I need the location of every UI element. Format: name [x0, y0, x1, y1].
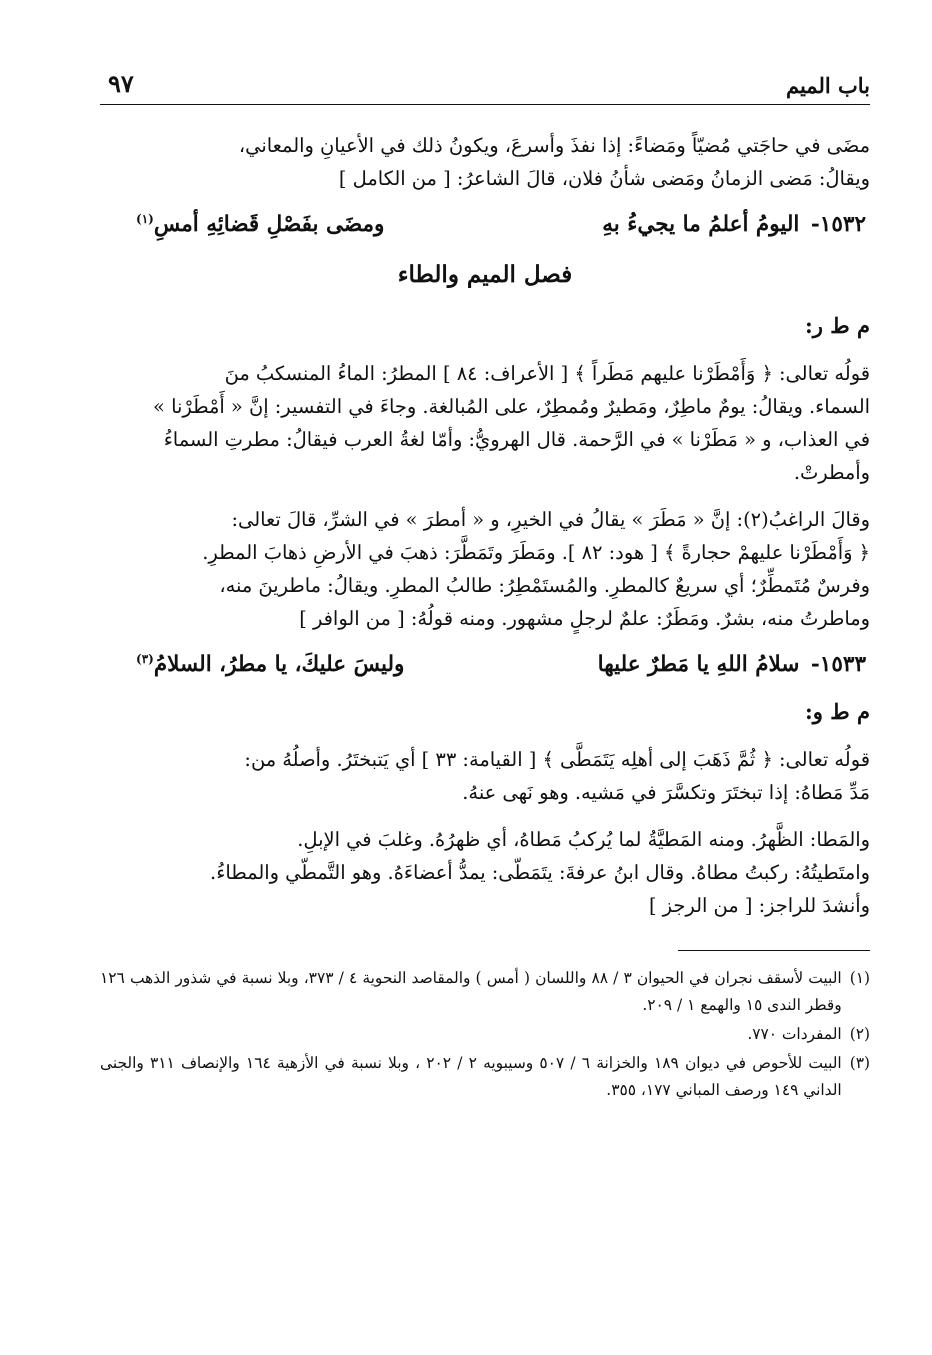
footnote-text: البيت للأحوص في ديوان ١٨٩ والخزانة ٦ / ٥٠٧ وسيبويه ٢ / ٢٠٢ ، وبلا نسبة في الأزهية ١٦٤ والإنصاف ٣١١ والجنى الداني ١٤٩ ورصف المباني ١٧٧، ٣٥٥. [100, 1054, 842, 1099]
verse-second-hemistich [136, 207, 384, 243]
text-line: وأمطرتْ. [793, 461, 870, 484]
hemistich-text: سلامُ اللهِ يا مَطرٌ عليها [597, 652, 800, 677]
verse-1532 [100, 207, 870, 243]
footnote-divider [678, 950, 870, 951]
chapter-title: باب الميم [785, 73, 870, 98]
verse-number: ١٥٣٣- [810, 652, 866, 677]
footnote-ref[interactable]: (٣) [136, 651, 154, 666]
text-line: ﴿ وَأَمْطَرْنا عليهمْ حجارةً ﴾ [ هود: ٨٢ ]. ومَطَرَ وتَمَطَّرَ: ذهبَ في الأرضِ ذهابَ المطرِ. [202, 541, 870, 564]
text-line: قولُه تعالى: ﴿ وَأَمْطَرْنا عليهم مَطَراً ﴾ [ الأعراف: ٨٤ ] المطرُ: الماءُ المنسكبُ منَ [224, 362, 870, 385]
footnote-item [100, 1021, 870, 1048]
text-line: وماطرتُ منه، بشرٌ. ومَطَرٌ: علمٌ لرجلٍ مشهور. ومنه قولُهُ: [ من الوافر ] [299, 607, 870, 630]
text-line: وفرسٌ مُتَمطِّرٌ؛ أي سريعٌ كالمطرِ. والمُستَمْطِرُ: طالبُ المطرِ. ويقالُ: ماطرينَ منه، [219, 574, 870, 597]
footnote-mark: (١) [849, 969, 870, 987]
intro-paragraph [100, 129, 870, 195]
text-line: في العذاب، و « مَطَرْنا » في الرَّحمة. قال الهرويُّ: وأمّا لغةُ العرب فيقالُ: مطرتِ السماءُ [163, 428, 870, 451]
page-number: ٩٧ [108, 69, 134, 98]
verse-first-hemistich [602, 207, 866, 243]
footnote-text: البيت لأسقف نجران في الحيوان ٣ / ٨٨ واللسان ( أمس ) والمقاصد النحوية ٤ / ٣٧٣، وبلا نسبة في شذور الذهب ١٢٦ وقطر الندى ١٥ والهمع ١ / ٢٠٩. [100, 969, 842, 1014]
text-line: مَدِّ مَطاهُ: إذا تبختَرَ وتكسَّرَ في مَشيه. وهو نَهى عنهُ. [462, 781, 870, 804]
root-mtw-paragraph-2 [100, 823, 870, 922]
text-line: قولُه تعالى: ﴿ ثُمَّ ذَهَبَ إلى أهلِه يَتَمَطَّى ﴾ [ القيامة: ٣٣ ] أي يَتبختَرُ. وأصلُهُ من: [244, 748, 870, 771]
text-line: وأنشدَ للراجز: [ من الرجز ] [648, 894, 870, 917]
text-line: مضَى في حاجَتي مُضيّاً ومَضاءً: إذا نفذَ وأسرعَ، ويكونُ ذلك في الأعيانِ والمعاني، [238, 134, 870, 157]
root-entry-label: م ط ر: [805, 313, 870, 338]
text-line: ويقالُ: مَضى الزمانُ ومَضى شأنُ فلان، قالَ الشاعرُ: [ من الكامل ] [338, 167, 870, 190]
root-mtr-paragraph-2 [100, 503, 870, 635]
hemistich-text: اليومُ أعلمُ ما يجيءُ بهِ [602, 212, 800, 237]
verse-number: ١٥٣٢- [810, 212, 866, 237]
root-mtw-paragraph-1 [100, 743, 870, 809]
footnote-mark: (٢) [849, 1025, 870, 1043]
footnote-item [100, 1050, 870, 1104]
text-line: وقالَ الراغبُ(٢): إنَّ « مَطَرَ » يقالُ في الخيرِ، و « أمطرَ » في الشرِّ، قالَ تعالى: [231, 508, 870, 531]
footnote-item [100, 965, 870, 1019]
footnote-text: المفردات ٧٧٠. [747, 1025, 842, 1043]
running-head [100, 58, 870, 105]
hemistich-text: ومضَى بفَصْلِ قَضائِهِ أمسِ [153, 212, 385, 237]
verse-first-hemistich [598, 647, 866, 683]
footnote-mark: (٣) [849, 1054, 870, 1072]
section-heading: فصل الميم والطاء [397, 261, 573, 288]
root-entry-label: م ط و: [805, 699, 870, 724]
text-line: والمَطا: الظَّهرُ. ومنه المَطيَّةُ لما يُركبُ مَطاهُ، أي ظهرُهُ. وغلبَ في الإبلِ. [297, 828, 870, 851]
footnote-ref[interactable]: (١) [136, 211, 154, 226]
verse-second-hemistich [136, 647, 404, 683]
text-line: السماء. ويقالُ: يومٌ ماطِرٌ، ومَطيرٌ ومُمطِرٌ، على المُبالغة. وجاءَ في التفسير: إنَّ « أَمْطَرْنا » [153, 395, 870, 418]
footnotes [100, 965, 870, 1104]
hemistich-text: وليسَ عليكَ، يا مطرُ، السلامُ [153, 652, 405, 677]
text-line: وامتَطيتُهُ: ركبتُ مطاهُ. وقال ابنُ عرفةَ: يتَمَطّى: يمدُّ أعضاءَهُ. وهو التَّمطّي والمطاءُ. [210, 861, 870, 884]
verse-1533 [100, 647, 870, 683]
root-mtr-paragraph-1 [100, 357, 870, 489]
book-page [100, 58, 870, 1106]
